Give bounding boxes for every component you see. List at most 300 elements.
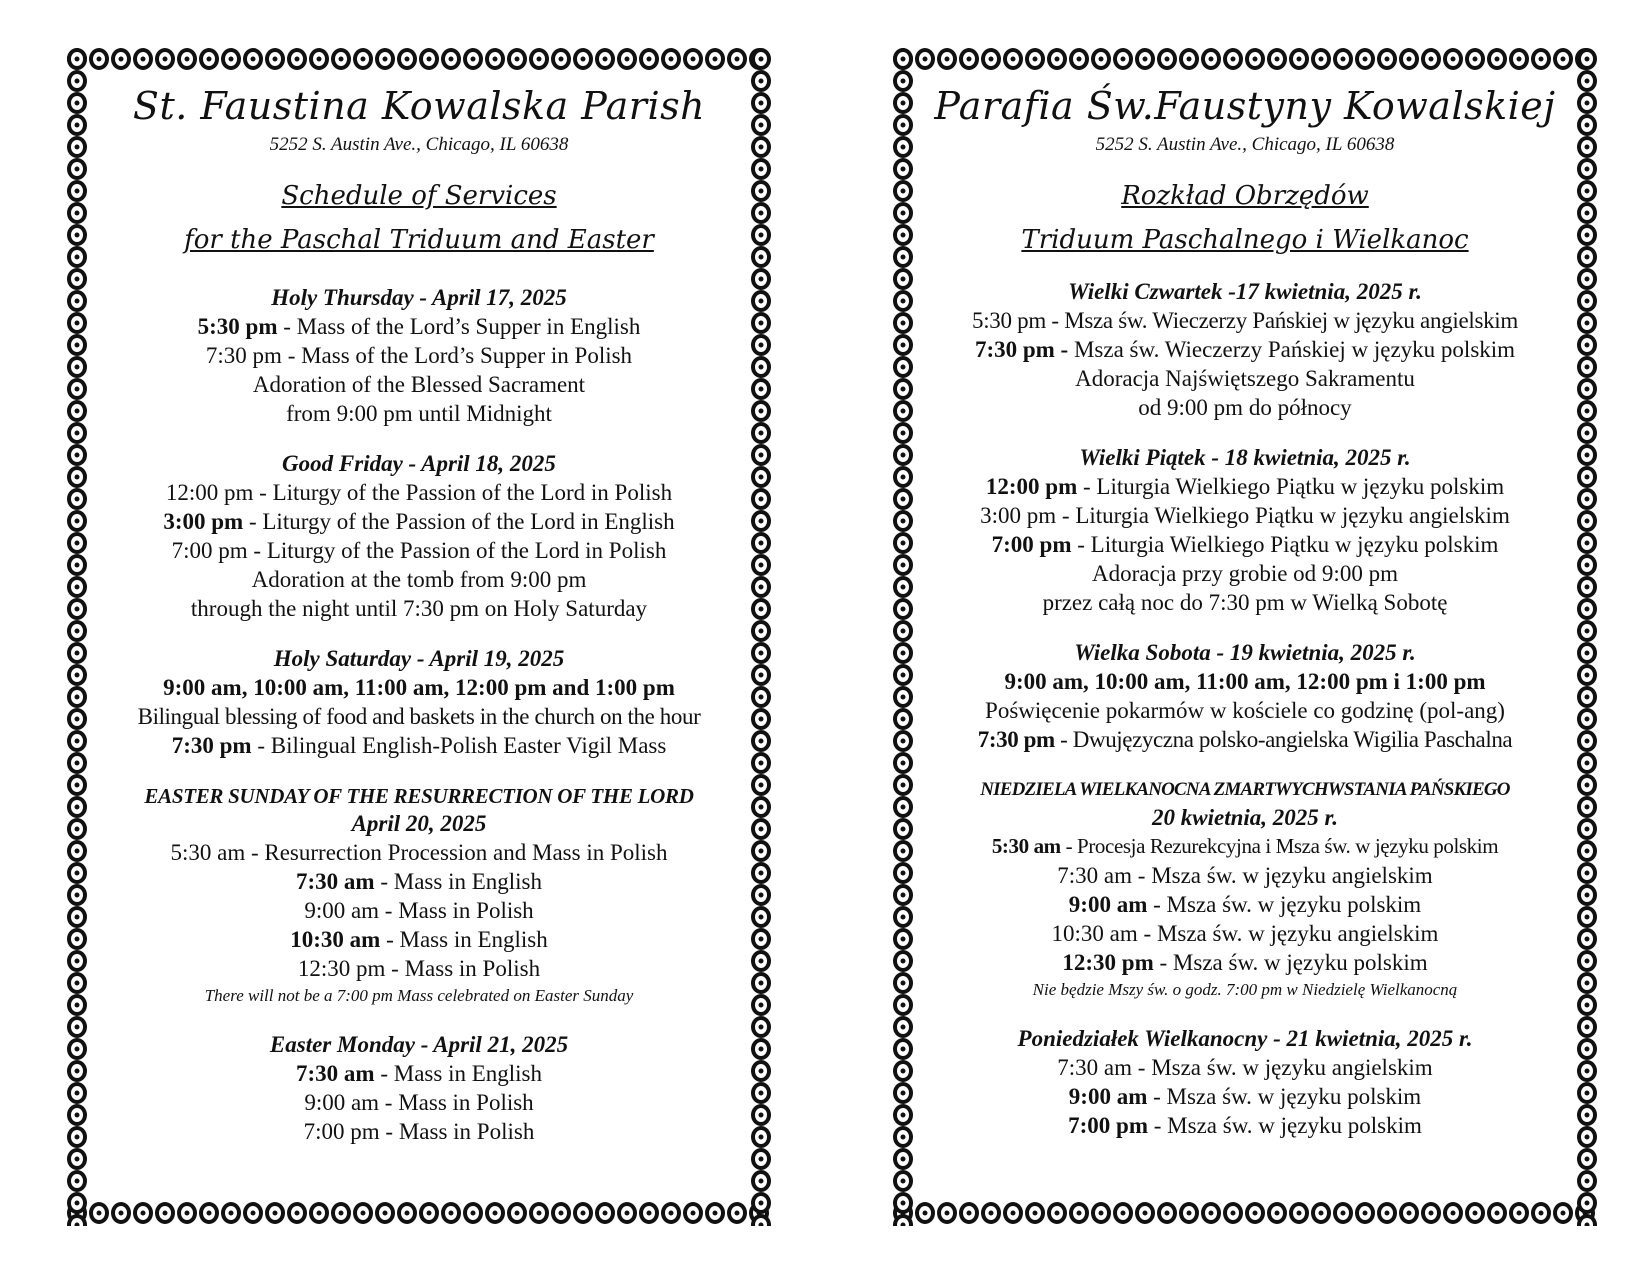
holy-saturday-section: [94, 645, 744, 760]
border-ornament: [893, 862, 913, 884]
service-line: 7:00 pm - Liturgy of the Passion of the Lord in Polish: [171, 538, 667, 563]
border-ornament: [751, 928, 771, 950]
border-ornament: [893, 488, 913, 510]
border-ornament: [893, 114, 913, 136]
service-text: - Dwujęzyczna polsko-angielska Wigilia Paschalna: [1054, 727, 1513, 752]
border-ornament: [959, 1202, 979, 1224]
border-ornament: [67, 444, 87, 466]
border-ornament: [893, 884, 913, 906]
border-ornament: [893, 224, 913, 246]
decorative-border-right: [748, 46, 774, 1226]
border-ornament: [441, 1202, 461, 1224]
border-ornament: [67, 1148, 87, 1170]
border-ornament: [1333, 48, 1353, 70]
border-ornament: [67, 972, 87, 994]
border-ornament: [893, 818, 913, 840]
service-line: Adoracja Najświętszego Sakramentu: [1075, 366, 1415, 391]
border-ornament: [893, 950, 913, 972]
border-ornament: [67, 48, 87, 70]
border-ornament: [551, 48, 571, 70]
border-ornament: [893, 1214, 913, 1226]
border-ornament: [67, 70, 87, 92]
holy-thursday-section: [94, 284, 744, 428]
border-ornament: [1553, 48, 1573, 70]
border-ornament: [1577, 1038, 1597, 1060]
border-ornament: [893, 444, 913, 466]
service-line: od 9:00 pm do północy: [1138, 395, 1352, 420]
border-ornament: [751, 1192, 771, 1214]
border-ornament: [1577, 950, 1597, 972]
border-ornament: [177, 48, 197, 70]
service-line: 12:30 pm - Mass in Polish: [297, 956, 541, 981]
border-ornament: [1577, 1214, 1597, 1226]
service-time: 7:30 pm: [977, 727, 1055, 752]
border-ornament: [1577, 488, 1597, 510]
border-ornament: [1223, 1202, 1243, 1224]
border-ornament: [751, 158, 771, 180]
border-ornament: [959, 48, 979, 70]
border-ornament: [1577, 356, 1597, 378]
border-ornament: [893, 400, 913, 422]
border-ornament: [751, 752, 771, 774]
border-ornament: [67, 356, 87, 378]
decorative-border-bottom: [64, 1200, 774, 1226]
border-ornament: [1091, 1202, 1111, 1224]
service-time: 3:00 pm: [163, 509, 244, 534]
border-ornament: [1577, 840, 1597, 862]
border-ornament: [751, 576, 771, 598]
border-ornament: [1577, 642, 1597, 664]
border-ornament: [893, 972, 913, 994]
service-text: Msza św. Wieczerzy Pańskiej w języku polskim: [1068, 337, 1516, 362]
parish-address: 5252 S. Austin Ave., Chicago, IL 60638: [1095, 134, 1395, 155]
border-ornament: [751, 378, 771, 400]
border-ornament: [751, 906, 771, 928]
border-ornament: [617, 48, 637, 70]
border-ornament: [243, 1202, 263, 1224]
border-ornament: [375, 48, 395, 70]
schedule-subtitle-2: for the Paschal Triduum and Easter: [184, 225, 654, 255]
border-ornament: [1577, 1060, 1597, 1082]
border-ornament: [67, 400, 87, 422]
border-ornament: [67, 202, 87, 224]
border-ornament: [1577, 576, 1597, 598]
border-ornament: [1577, 92, 1597, 114]
border-ornament: [893, 1192, 913, 1214]
border-ornament: [67, 1060, 87, 1082]
schedule-subtitle-1: Schedule of Services: [281, 181, 557, 211]
border-ornament: [1179, 1202, 1199, 1224]
border-ornament: [67, 1192, 87, 1214]
border-ornament: [751, 92, 771, 114]
service-text: - Mass of the Lord’s Supper in English: [277, 314, 641, 339]
parish-title: Parafia Św.Faustyny Kowalskiej: [934, 84, 1556, 128]
border-ornament: [595, 48, 615, 70]
service-text: - Mass in English: [374, 869, 542, 894]
border-ornament: [199, 48, 219, 70]
border-ornament: [893, 642, 913, 664]
border-ornament: [981, 1202, 1001, 1224]
service-line: [920, 472, 1570, 501]
border-ornament: [639, 1202, 659, 1224]
border-ornament: [1531, 48, 1551, 70]
border-ornament: [893, 532, 913, 554]
border-ornament: [1157, 48, 1177, 70]
border-ornament: [893, 312, 913, 334]
border-ornament: [751, 290, 771, 312]
service-text: - Liturgia Wielkiego Piątku w języku polskim: [1077, 474, 1505, 499]
border-ornament: [1577, 1148, 1597, 1170]
service-line: [920, 832, 1570, 861]
border-ornament: [551, 1202, 571, 1224]
border-ornament: [1577, 752, 1597, 774]
border-ornament: [661, 48, 681, 70]
border-ornament: [1577, 1170, 1597, 1192]
service-text: - Liturgia Wielkiego Piątku w języku polskim: [1071, 532, 1499, 557]
border-ornament: [1577, 620, 1597, 642]
service-time: 7:00 pm: [1068, 1113, 1149, 1138]
border-ornament: [751, 202, 771, 224]
border-ornament: [67, 532, 87, 554]
service-text: - Msza św. w języku polskim: [1147, 892, 1422, 917]
border-ornament: [751, 862, 771, 884]
border-ornament: [287, 48, 307, 70]
service-text: - Liturgy of the Passion of the Lord in English: [243, 509, 675, 534]
border-ornament: [893, 730, 913, 752]
border-ornament: [1399, 48, 1419, 70]
service-time: 9:00 am: [1068, 1084, 1148, 1109]
border-ornament: [67, 246, 87, 268]
border-ornament: [67, 796, 87, 818]
border-ornament: [751, 334, 771, 356]
border-ornament: [751, 796, 771, 818]
border-ornament: [1201, 1202, 1221, 1224]
border-ornament: [309, 48, 329, 70]
border-ornament: [893, 92, 913, 114]
service-line: [94, 1059, 744, 1088]
border-ornament: [1091, 48, 1111, 70]
border-ornament: [751, 224, 771, 246]
border-ornament: [485, 48, 505, 70]
border-ornament: [751, 620, 771, 642]
border-ornament: [751, 554, 771, 576]
border-ornament: [751, 114, 771, 136]
easter-sunday-section: [94, 782, 744, 1009]
border-ornament: [67, 1016, 87, 1038]
service-line: przez całą noc do 7:30 pm w Wielką Sobotę: [1042, 590, 1448, 615]
border-ornament: [67, 1038, 87, 1060]
border-ornament: [1047, 1202, 1067, 1224]
service-text: - Msza św. w języku polskim: [1148, 1113, 1422, 1138]
service-line: [94, 731, 744, 760]
border-ornament: [1069, 1202, 1089, 1224]
section-heading: Easter Monday - April 21, 2025: [269, 1032, 569, 1057]
border-ornament: [1577, 1126, 1597, 1148]
border-ornament: [751, 444, 771, 466]
border-ornament: [1577, 334, 1597, 356]
section-heading: EASTER SUNDAY OF THE RESURRECTION OF THE LORD: [144, 784, 694, 808]
border-ornament: [751, 1016, 771, 1038]
border-ornament: [1577, 136, 1597, 158]
border-ornament: [1025, 48, 1045, 70]
decorative-border-top: [890, 46, 1600, 72]
border-ornament: [67, 950, 87, 972]
border-ornament: [507, 48, 527, 70]
border-ornament: [89, 1202, 109, 1224]
border-ornament: [893, 290, 913, 312]
border-ornament: [67, 268, 87, 290]
service-text: - Msza św. w języku polskim: [1147, 1084, 1422, 1109]
border-ornament: [893, 1016, 913, 1038]
service-line: from 9:00 pm until Midnight: [286, 401, 552, 426]
border-ornament: [331, 1202, 351, 1224]
service-line: 10:30 am - Msza św. w języku angielskim: [1051, 921, 1439, 946]
border-ornament: [67, 840, 87, 862]
service-time: 7:30 pm: [171, 733, 252, 758]
border-ornament: [1577, 510, 1597, 532]
decorative-border-right: [1574, 46, 1600, 1226]
border-ornament: [89, 48, 109, 70]
border-ornament: [1577, 48, 1597, 70]
border-ornament: [529, 48, 549, 70]
border-ornament: [155, 48, 175, 70]
border-ornament: [751, 136, 771, 158]
service-line: Adoration at the tomb from 9:00 pm: [251, 567, 587, 592]
border-ornament: [893, 334, 913, 356]
border-ornament: [751, 664, 771, 686]
border-ornament: [1577, 202, 1597, 224]
border-ornament: [1577, 928, 1597, 950]
niedziela-wielkanocna-section: [920, 776, 1570, 1003]
border-ornament: [67, 862, 87, 884]
border-ornament: [705, 48, 725, 70]
wielki-piatek-section: [920, 444, 1570, 617]
border-ornament: [893, 1082, 913, 1104]
border-ornament: [893, 202, 913, 224]
border-ornament: [1577, 994, 1597, 1016]
service-line: 7:30 pm - Mass of the Lord’s Supper in Polish: [205, 343, 633, 368]
border-ornament: [463, 48, 483, 70]
service-line: [920, 948, 1570, 977]
border-ornament: [1377, 1202, 1397, 1224]
border-ornament: [1577, 1192, 1597, 1214]
border-ornament: [1577, 1082, 1597, 1104]
border-ornament: [111, 1202, 131, 1224]
border-ornament: [1577, 422, 1597, 444]
service-line: [920, 890, 1570, 919]
border-ornament: [751, 1170, 771, 1192]
service-text: - Bilingual English-Polish Easter Vigil Mass: [251, 733, 667, 758]
border-ornament: [1245, 48, 1265, 70]
border-ornament: [1003, 1202, 1023, 1224]
border-ornament: [353, 1202, 373, 1224]
border-ornament: [893, 422, 913, 444]
border-ornament: [751, 994, 771, 1016]
border-ornament: [937, 1202, 957, 1224]
border-ornament: [1577, 862, 1597, 884]
border-ornament: [375, 1202, 395, 1224]
service-time: 12:00 pm: [985, 474, 1078, 499]
border-ornament: [67, 928, 87, 950]
border-ornament: [1577, 466, 1597, 488]
border-ornament: [1113, 48, 1133, 70]
border-ornament: [1267, 1202, 1287, 1224]
service-line: 9:00 am - Mass in Polish: [304, 1090, 534, 1115]
border-ornament: [397, 1202, 417, 1224]
border-ornament: [893, 664, 913, 686]
border-ornament: [67, 906, 87, 928]
border-ornament: [67, 1082, 87, 1104]
border-ornament: [243, 48, 263, 70]
service-line: [94, 673, 744, 702]
service-time: 12:30 pm: [1062, 950, 1154, 975]
border-ornament: [751, 1148, 771, 1170]
service-line: [920, 1111, 1570, 1140]
border-ornament: [1577, 224, 1597, 246]
border-ornament: [751, 488, 771, 510]
border-ornament: [1577, 906, 1597, 928]
border-ornament: [1289, 48, 1309, 70]
service-time: 7:30 am: [296, 1061, 375, 1086]
border-ornament: [1047, 48, 1067, 70]
service-text: - Mass in English: [374, 1061, 542, 1086]
service-line: 3:00 pm - Liturgia Wielkiego Piątku w języku angielskim: [980, 503, 1510, 528]
border-ornament: [1003, 48, 1023, 70]
section-heading: Holy Saturday - April 19, 2025: [273, 646, 565, 671]
border-ornament: [893, 378, 913, 400]
border-ornament: [1311, 48, 1331, 70]
service-line: Poświęcenie pokarmów w kościele co godzinę (pol-ang): [985, 698, 1505, 723]
border-ornament: [1443, 48, 1463, 70]
parish-title: St. Faustina Kowalska Parish: [132, 84, 706, 128]
border-ornament: [67, 180, 87, 202]
border-ornament: [67, 510, 87, 532]
border-ornament: [751, 70, 771, 92]
service-line: Adoracja przy grobie od 9:00 pm: [1092, 561, 1398, 586]
border-ornament: [485, 1202, 505, 1224]
border-ornament: [1201, 48, 1221, 70]
border-ornament: [893, 158, 913, 180]
service-line: [94, 312, 744, 341]
wielka-sobota-section: [920, 639, 1570, 754]
border-ornament: [67, 290, 87, 312]
border-ornament: [1577, 818, 1597, 840]
service-line: [920, 335, 1570, 364]
border-ornament: [751, 598, 771, 620]
section-heading: Poniedziałek Wielkanocny - 21 kwietnia, 2025 r.: [1017, 1026, 1473, 1051]
border-ornament: [893, 554, 913, 576]
border-ornament: [893, 774, 913, 796]
border-ornament: [67, 1214, 87, 1226]
border-ornament: [67, 224, 87, 246]
border-ornament: [751, 1082, 771, 1104]
service-line: [920, 530, 1570, 559]
border-ornament: [1465, 48, 1485, 70]
border-ornament: [751, 268, 771, 290]
border-ornament: [1223, 48, 1243, 70]
border-ornament: [1577, 378, 1597, 400]
border-ornament: [199, 1202, 219, 1224]
service-line: 5:30 pm - Msza św. Wieczerzy Pańskiej w języku angielskim: [972, 308, 1518, 333]
border-ornament: [751, 642, 771, 664]
schedule-subtitle-2: Triduum Paschalnego i Wielkanoc: [1021, 225, 1469, 255]
border-ornament: [67, 378, 87, 400]
border-ornament: [133, 48, 153, 70]
service-line: through the night until 7:30 pm on Holy Saturday: [190, 596, 648, 621]
border-ornament: [1577, 708, 1597, 730]
border-ornament: [67, 620, 87, 642]
border-ornament: [1577, 972, 1597, 994]
service-time: 7:00 pm: [991, 532, 1072, 557]
wielki-czwartek-section: [920, 278, 1570, 422]
border-ornament: [751, 686, 771, 708]
border-ornament: [1245, 1202, 1265, 1224]
border-ornament: [1025, 1202, 1045, 1224]
border-ornament: [751, 730, 771, 752]
border-ornament: [1577, 664, 1597, 686]
border-ornament: [1267, 48, 1287, 70]
section-heading: Holy Thursday - April 17, 2025: [271, 285, 567, 310]
section-heading: Wielki Czwartek -17 kwietnia, 2025 r.: [1068, 279, 1422, 304]
border-ornament: [1531, 1202, 1551, 1224]
border-ornament: [67, 1104, 87, 1126]
border-ornament: [1311, 1202, 1331, 1224]
border-ornament: [67, 576, 87, 598]
border-ornament: [751, 400, 771, 422]
border-ornament: [1577, 796, 1597, 818]
border-ornament: [893, 356, 913, 378]
border-ornament: [155, 1202, 175, 1224]
border-ornament: [617, 1202, 637, 1224]
border-ornament: [309, 1202, 329, 1224]
border-ornament: [1577, 1104, 1597, 1126]
service-line: [94, 507, 744, 536]
service-line: [920, 725, 1570, 754]
border-ornament: [397, 48, 417, 70]
border-ornament: [981, 48, 1001, 70]
border-ornament: [751, 510, 771, 532]
border-ornament: [573, 48, 593, 70]
border-ornament: [67, 92, 87, 114]
section-date: 20 kwietnia, 2025 r.: [1152, 805, 1338, 830]
border-ornament: [1577, 400, 1597, 422]
border-ornament: [893, 928, 913, 950]
border-ornament: [893, 246, 913, 268]
border-ornament: [67, 730, 87, 752]
service-time: 9:00 am, 10:00 am, 11:00 am, 12:00 pm and 1:00 pm: [163, 675, 675, 700]
border-ornament: [287, 1202, 307, 1224]
section-heading: NIEDZIELA WIELKANOCNA ZMARTWYCHWSTANIA PAŃSKIEGO: [980, 779, 1510, 800]
border-ornament: [1577, 774, 1597, 796]
border-ornament: [893, 906, 913, 928]
border-ornament: [67, 466, 87, 488]
border-ornament: [67, 422, 87, 444]
border-ornament: [67, 642, 87, 664]
border-ornament: [893, 48, 913, 70]
border-ornament: [1135, 48, 1155, 70]
border-ornament: [893, 796, 913, 818]
border-ornament: [67, 774, 87, 796]
border-ornament: [67, 664, 87, 686]
border-ornament: [751, 466, 771, 488]
border-ornament: [893, 136, 913, 158]
good-friday-section: [94, 450, 744, 623]
border-ornament: [751, 1214, 771, 1226]
section-heading: Wielka Sobota - 19 kwietnia, 2025 r.: [1074, 640, 1416, 665]
border-ornament: [727, 1202, 747, 1224]
service-time: 5:30 pm: [197, 314, 278, 339]
border-ornament: [1577, 686, 1597, 708]
